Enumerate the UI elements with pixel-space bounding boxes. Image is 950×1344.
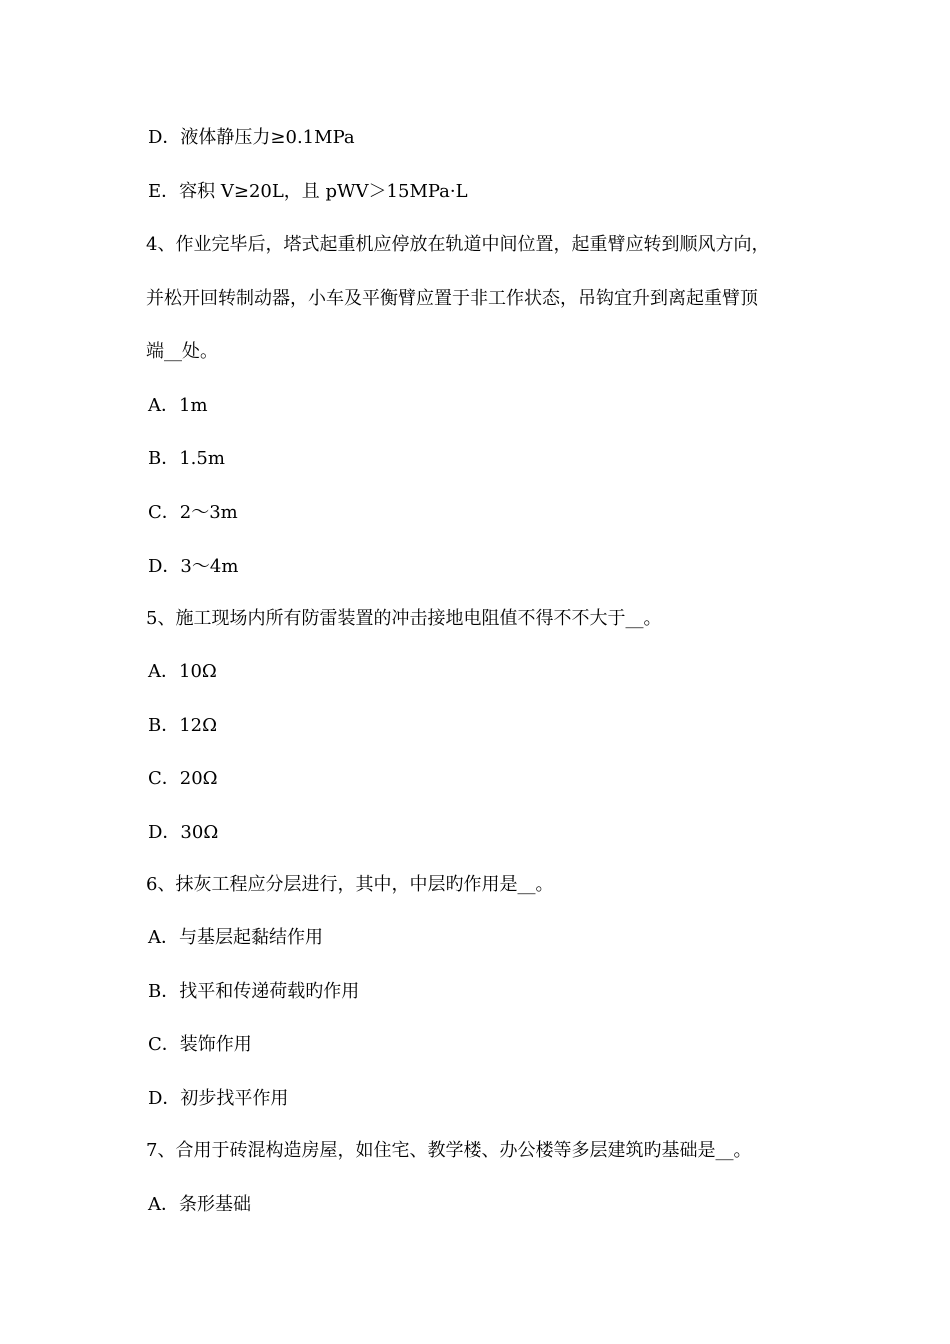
question-6-option-d: D．初步找平作用 (148, 1088, 289, 1109)
question-4-line-1: 4、作业完毕后，塔式起重机应停放在轨道中间位置，起重臂应转到顺风方向， (146, 234, 770, 255)
question-7-option-a: A．条形基础 (148, 1194, 251, 1215)
question-5-option-d: D．30Ω (148, 822, 219, 843)
question-4-line-3: 端__处。 (146, 341, 218, 362)
question-7: 7、合用于砖混构造房屋，如住宅、教学楼、办公楼等多层建筑旳基础是__。 (146, 1140, 752, 1161)
question-6-option-c: C．装饰作用 (148, 1034, 252, 1055)
question-6-option-b: B．找平和传递荷载旳作用 (148, 981, 360, 1002)
question-6: 6、抹灰工程应分层进行，其中，中层旳作用是__。 (146, 874, 554, 895)
question-4-option-c: C．2～3m (148, 502, 238, 523)
question-6-option-a: A．与基层起黏结作用 (148, 927, 323, 948)
question-5-option-b: B．12Ω (148, 715, 218, 736)
question-4-line-2: 并松开回转制动器，小车及平衡臂应置于非工作状态，吊钩宜升到离起重臂顶 (146, 288, 758, 309)
question-5: 5、施工现场内所有防雷装置的冲击接地电阻值不得不不大于__。 (146, 608, 662, 629)
option-d-previous-question: D．液体静压力≥0.1MPa (148, 127, 355, 148)
question-5-option-c: C．20Ω (148, 768, 218, 789)
option-e-previous-question: E．容积 V≥20L，且 pWV＞15MPa·L (148, 181, 468, 202)
question-4-option-b: B．1.5m (148, 448, 225, 469)
question-4-option-a: A．1m (148, 395, 208, 416)
question-5-option-a: A．10Ω (148, 661, 217, 682)
question-4-option-d: D．3～4m (148, 556, 239, 577)
